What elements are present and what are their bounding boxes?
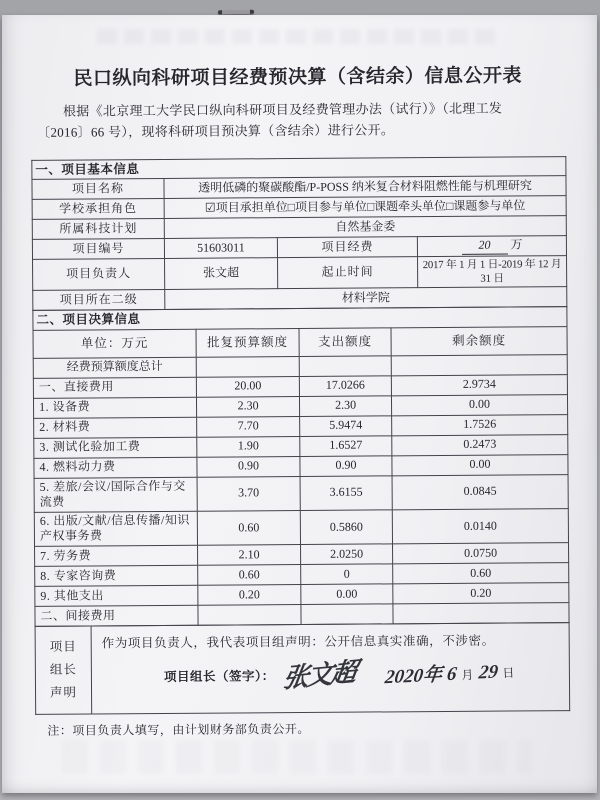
budget-cell-remaining: 2.9734: [391, 374, 567, 395]
budget-cell-remaining: 0.00: [392, 454, 568, 475]
budget-cell-approved: 2.30: [196, 396, 299, 417]
staple-icon: [218, 10, 254, 15]
date-month: 6: [445, 663, 458, 685]
declaration-label-line-1: 项目: [49, 639, 77, 654]
date-month-label: 月: [460, 667, 474, 683]
budget-header-row: [33, 326, 567, 358]
period-label: 起止时间: [278, 257, 418, 289]
budget-header-approved: 批复预算额度: [196, 328, 299, 357]
program-label: 所属科技计划: [32, 219, 164, 240]
budget-cell-name: 1. 设备费: [33, 397, 196, 418]
budget-cell-spent: 0.5860: [300, 510, 392, 545]
date-day: 29: [476, 661, 499, 684]
declaration-label-line-3: 声明: [49, 685, 78, 700]
budget-cell-remaining: 0.0845: [392, 474, 568, 509]
budget-cell-approved: 2.10: [198, 544, 301, 565]
budget-cell-approved: 0.60: [198, 564, 301, 585]
declaration-label-line-2: 组长: [49, 662, 77, 677]
budget-cell-approved: [198, 604, 301, 625]
budget-cell-remaining: 0.20: [393, 583, 569, 604]
project-number-label: 项目编号: [32, 239, 164, 260]
budget-cell-spent: [299, 355, 391, 376]
declaration-row: [35, 623, 570, 715]
budget-cell-spent: 0: [301, 564, 393, 585]
budget-cell-spent: [301, 604, 393, 625]
budget-cell-spent: 0.90: [300, 455, 392, 476]
budget-cell-name: 一、直接费用: [33, 377, 196, 398]
department-label: 项目所在二级: [33, 290, 165, 311]
program-value: 自然基金委: [164, 216, 566, 239]
school-role-label: 学校承担角色: [32, 199, 164, 220]
department-value: 材料学院: [165, 287, 567, 310]
project-leader-value: 张文超: [165, 258, 278, 290]
budget-header-remaining: 剩余额度: [391, 326, 567, 355]
budget-cell-name: 2. 材料费: [34, 417, 197, 438]
budget-cell-spent: 1.6527: [300, 435, 392, 456]
document-title: 民口纵向科研项目经费预决算（含结余）信息公开表: [73, 65, 523, 90]
budget-cell-name: 经费预算额度总计: [33, 357, 196, 378]
declaration-table: [35, 622, 571, 715]
funds-amount: 20: [461, 238, 507, 255]
budget-cell-approved: 0.20: [198, 584, 301, 605]
budget-cell-spent: 0.00: [301, 584, 393, 605]
handwritten-signature: 张文超: [280, 657, 357, 694]
budget-cell-remaining: 0.0750: [393, 543, 569, 564]
declaration-body: [91, 623, 570, 714]
school-role-value: ☑项目承担单位□项目参与单位□课题牵头单位□课题参与单位: [164, 196, 566, 219]
budget-cell-name: 5. 差旅/会议/国际合作与交流费: [34, 477, 197, 512]
paper-sheet: [2, 15, 597, 793]
budget-table: [32, 306, 569, 626]
budget-cell-spent: 2.30: [299, 395, 391, 416]
budget-cell-approved: 7.70: [197, 416, 300, 437]
bleed-through-text-top: [97, 29, 497, 44]
budget-cell-remaining: 1.7526: [392, 414, 568, 435]
date-day-label: 日: [501, 665, 515, 681]
intro-paragraph: [37, 97, 559, 143]
budget-cell-remaining: [393, 603, 569, 624]
intro-line-1: 根据《北京理工大学民口纵向科研项目及经费管理办法（试行）》（北理工发: [62, 100, 503, 119]
project-leader-row: [33, 256, 567, 291]
handwritten-date: [384, 659, 515, 690]
budget-cell-name: 6. 出版/文献/信息传播/知识产权事务费: [34, 511, 197, 546]
budget-section-title: 二、项目决算信息: [33, 307, 567, 330]
project-name-value: 透明低磷的聚碳酸酯/P-POSS 纳米复合材料阻燃性能与机理研究: [164, 176, 566, 199]
budget-cell-spent: 17.0266: [299, 375, 391, 396]
budget-cell-name: 8. 专家咨询费: [35, 565, 198, 586]
budget-cell-remaining: [391, 354, 567, 375]
declaration-statement: 作为项目负责人，我代表项目组声明：公开信息真实准确，不涉密。: [101, 633, 495, 651]
budget-cell-name: 4. 燃料动力费: [34, 457, 197, 478]
project-name-label: 项目名称: [32, 179, 164, 200]
budget-cell-name: 7. 劳务费: [35, 545, 198, 566]
document-content: [31, 60, 570, 739]
signature-row: [102, 657, 559, 694]
signature-label: 项目组长（签字）：: [163, 669, 275, 684]
project-leader-label: 项目负责人: [33, 259, 165, 291]
budget-cell-remaining: 0.2473: [392, 434, 568, 455]
budget-cell-approved: 3.70: [197, 476, 300, 511]
budget-cell-spent: 3.6155: [300, 475, 392, 510]
date-year: 2020年: [383, 664, 444, 689]
budget-header-spent: 支出额度: [299, 327, 391, 356]
budget-cell-remaining: 0.00: [391, 394, 567, 415]
budget-cell-approved: 20.00: [196, 376, 299, 397]
budget-cell-spent: 5.9474: [300, 415, 392, 436]
footnote: 注：项目负责人填写，由计划财务部负责公开。: [47, 721, 310, 738]
budget-cell-name: 9. 其他支出: [35, 585, 198, 606]
budget-cell-name: 二、间接费用: [35, 605, 198, 626]
budget-cell-approved: [196, 356, 299, 377]
budget-cell-approved: 1.90: [197, 436, 300, 457]
intro-line-2: 〔2016〕66 号），现将科研项目预决算（含结余）进行公开。: [37, 122, 395, 140]
basic-info-table: [31, 156, 567, 311]
project-funds-label: 项目经费: [277, 237, 417, 258]
funds-unit: 万: [510, 237, 523, 252]
budget-cell-remaining: 0.60: [393, 563, 569, 584]
budget-header-unit: 单位：万元: [33, 329, 196, 358]
budget-cell-approved: 0.90: [197, 456, 300, 477]
budget-cell-remaining: 0.0140: [392, 508, 568, 543]
project-number-value: 51603011: [164, 238, 277, 259]
budget-row-travel: [34, 474, 568, 512]
budget-row-publication: [34, 508, 568, 546]
period-value: 2017 年 1 月 1 日-2019 年 12 月 31 日: [418, 256, 567, 288]
budget-cell-spent: 2.0250: [301, 544, 393, 565]
basic-info-section-title: 一、项目基本信息: [32, 157, 566, 180]
form-tables: [31, 156, 569, 739]
budget-cell-approved: 0.60: [197, 510, 300, 545]
bleed-through-text-bottom: [62, 740, 532, 774]
project-funds-value: [417, 236, 566, 257]
budget-cell-name: 3. 测试化验加工费: [34, 437, 197, 458]
declaration-label: [35, 626, 92, 714]
